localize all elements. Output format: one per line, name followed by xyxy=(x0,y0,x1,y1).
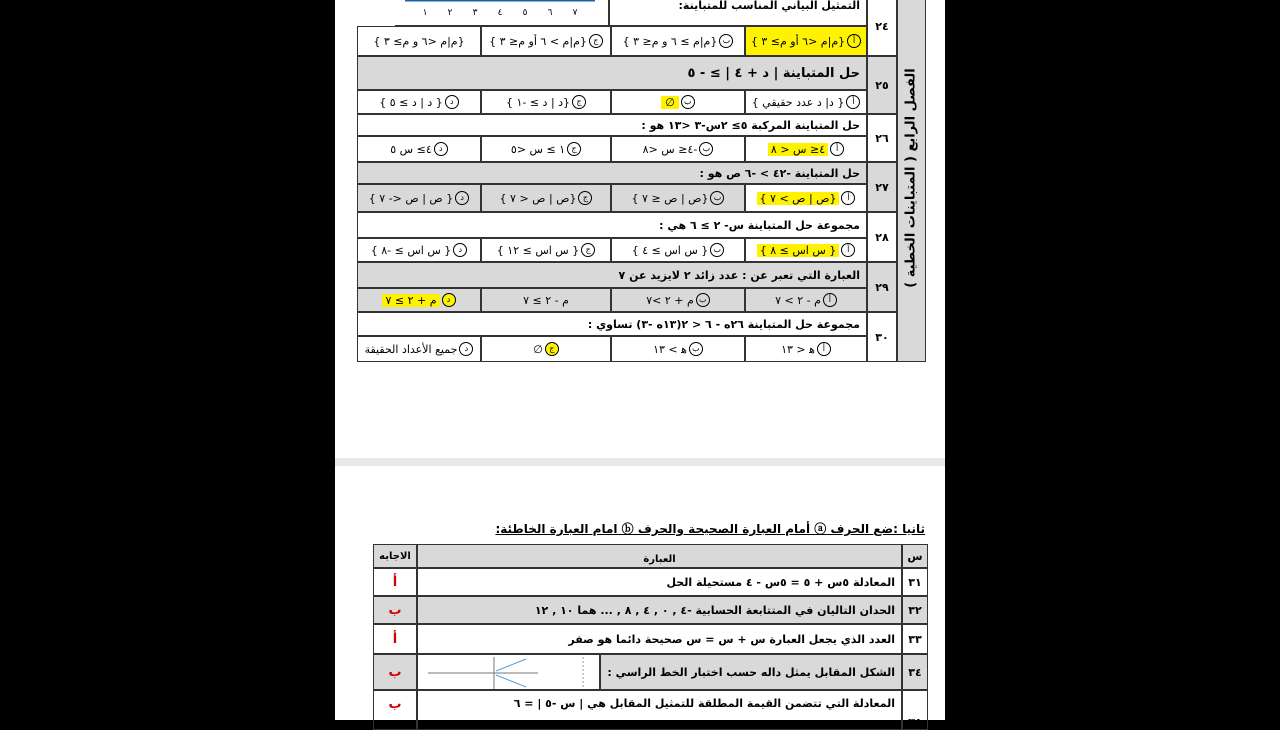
q28-prompt: مجموعة حل المتباينة س- ٢ ≥ ٦ هي : xyxy=(357,212,867,238)
q24-number: ٢٤ xyxy=(867,0,897,56)
q30-option-d[interactable]: د جميع الأعداد الحقيقة xyxy=(357,336,481,362)
row32-number: ٣٢ xyxy=(902,596,928,624)
worksheet-page xyxy=(335,0,945,729)
q28-number: ٢٨ xyxy=(867,212,897,262)
q25-option-d[interactable]: د { د | د ≥ ٥ } xyxy=(357,90,481,114)
q27-prompt: حل المتباينة -٤٢ > -٦ ص هو : xyxy=(357,162,867,184)
q25-number: ٢٥ xyxy=(867,56,897,114)
q27-option-d[interactable]: د { ص | ص <- ٧ } xyxy=(357,184,481,212)
q29-option-a[interactable]: أ م - ٢ > ٧ xyxy=(745,288,867,312)
q25-option-b[interactable]: ب ∅ xyxy=(611,90,745,114)
row35-statement: المعادلة التي تتضمن القيمة المطلقة للتمثيل المقابل هي | س -٥ | = ٦ xyxy=(417,690,902,730)
q29-prompt: العبارة التي تعبر عن : عدد زائد ٢ لايزيد عن ٧ xyxy=(357,262,867,288)
q30-option-a[interactable]: أ ﻫ < ١٣ xyxy=(745,336,867,362)
row34-graph xyxy=(417,654,600,690)
q24-option-d[interactable]: {م|م <٦ و م≥ ٣ } xyxy=(357,26,481,56)
relation-graph-figure xyxy=(418,655,601,691)
q27-option-c[interactable]: ج {ص | ص < ٧ } xyxy=(481,184,611,212)
row35-number: ٣٥ xyxy=(902,690,928,730)
number-line-graph xyxy=(395,0,609,27)
q27-option-b[interactable]: ب {ص | ص ≤ ٧ } xyxy=(611,184,745,212)
row35-answer[interactable]: ب xyxy=(373,690,417,730)
q29-number: ٢٩ xyxy=(867,262,897,312)
q28-option-d[interactable]: د { س اس ≥ -٨ } xyxy=(357,238,481,262)
row34-answer[interactable]: ب xyxy=(373,654,417,690)
tick-label: ٧ xyxy=(572,8,578,18)
row33-answer[interactable]: أ xyxy=(373,624,417,654)
tick-label: ٦ xyxy=(547,8,553,18)
q25-prompt: حل المتباينة | د + ٤ | ≥ - ٥ xyxy=(357,56,867,90)
header-answer: الاجابه xyxy=(373,544,417,568)
header-number: س xyxy=(902,544,928,568)
q24-prompt: التمثيل البياني المناسب للمتباينة: xyxy=(609,0,867,26)
q24-option-b[interactable]: ب {م|م ≥ ٦ و م≤ ٣ } xyxy=(611,26,745,56)
row33-statement: العدد الذي يجعل العبارة س + س = س صحيحة دائما هو صفر xyxy=(417,624,902,654)
row34-number: ٣٤ xyxy=(902,654,928,690)
q26-option-b[interactable]: ب -٤≤ س <٨ xyxy=(611,136,745,162)
q25-option-a[interactable]: أ { د| د عدد حقيقي } xyxy=(745,90,867,114)
q24-numberline xyxy=(395,0,609,26)
row31-answer[interactable]: أ xyxy=(373,568,417,596)
q28-option-c[interactable]: ج { س اس ≥ ١٢ } xyxy=(481,238,611,262)
q29-option-c[interactable]: م - ٢ ≥ ٧ xyxy=(481,288,611,312)
row34-statement: الشكل المقابل يمثل داله حسب اختبار الخط الراسي : xyxy=(600,654,902,690)
q26-prompt: حل المتباينة المركبة ٥≥ ٢س-٣ <١٣ هو : xyxy=(357,114,867,136)
header-statement: العبارة xyxy=(417,544,902,568)
q26-option-d[interactable]: د ٤≥ س ٥ xyxy=(357,136,481,162)
q28-option-b[interactable]: ب { س اس ≥ ٤ } xyxy=(611,238,745,262)
row31-number: ٣١ xyxy=(902,568,928,596)
tick-label: ٣ xyxy=(472,8,478,18)
tick-label: ٤ xyxy=(497,8,503,18)
tick-label: ١ xyxy=(422,8,428,18)
q26-number: ٢٦ xyxy=(867,114,897,162)
q27-number: ٢٧ xyxy=(867,162,897,212)
q24-option-c[interactable]: ج {م|م > ٦ أو م≤ ٣ } xyxy=(481,26,611,56)
row31-statement: المعادلة ٥س + ٥ = ٥س - ٤ مستحيلة الحل xyxy=(417,568,902,596)
q30-prompt: مجموعة حل المتباينة ٢٦ه - ٦ < ٢(١٣ه -٣) تساوي : xyxy=(357,312,867,336)
q27-option-a[interactable]: أ {ص | ص > ٧ } xyxy=(745,184,867,212)
chapter-title: الفصل الرابع ( المتباينات الخطية ) xyxy=(903,68,919,288)
q30-option-c[interactable]: ج ∅ xyxy=(481,336,611,362)
q28-option-a[interactable]: أ { س اس ≥ ٨ } xyxy=(745,238,867,262)
q26-option-c[interactable]: ج ١ ≥ س <٥ xyxy=(481,136,611,162)
q26-option-a[interactable]: أ ٤≤ س < ٨ xyxy=(745,136,867,162)
q24-option-a[interactable]: أ {م|م <٦ أو م≥ ٣ } xyxy=(745,26,867,56)
q25-option-c[interactable]: ج {د | د ≥ -١ } xyxy=(481,90,611,114)
q30-number: ٣٠ xyxy=(867,312,897,362)
tick-label: ٢ xyxy=(447,8,453,18)
row33-number: ٣٣ xyxy=(902,624,928,654)
tick-label: ٥ xyxy=(522,8,528,18)
part2-title: ثانيا :ضع الحرف ⓐ أمام العبارة الصحيحة والحرف ⓑ امام العبارة الخاطئة: xyxy=(495,522,925,536)
q29-option-b[interactable]: ب م + ٢ >٧ xyxy=(611,288,745,312)
q29-option-d[interactable]: د م + ٢ ≥ ٧ xyxy=(357,288,481,312)
q30-option-b[interactable]: ب ﻫ > ١٣ xyxy=(611,336,745,362)
row32-answer[interactable]: ب xyxy=(373,596,417,624)
row32-statement: الحدان التاليان في المتتابعة الحسابية -٤ , ٠ , ٤ , ٨ , ... هما ١٠ , ١٢ xyxy=(417,596,902,624)
page-separator xyxy=(335,458,945,466)
